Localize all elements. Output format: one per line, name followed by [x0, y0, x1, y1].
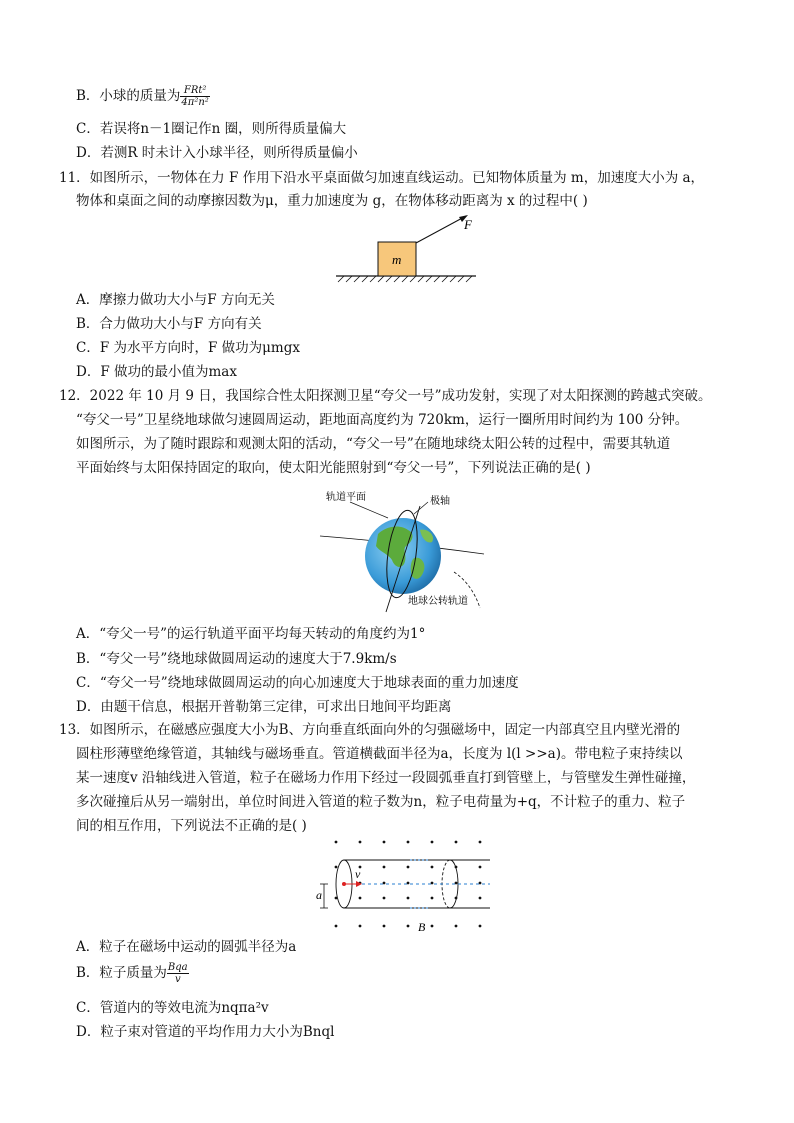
polar-axis-label: 极轴	[430, 496, 450, 507]
q13-stem-line5: 间的相互作用，下列说法不正确的是( )	[76, 818, 307, 834]
radius-label: a	[316, 888, 322, 902]
q12-figure	[316, 484, 486, 620]
force-arrow-line	[416, 216, 466, 243]
q12-stem-line2: “夸父一号”卫星绕地球做匀速圆周运动，距地面高度约为 720km，运行一圈所用时间约为 100 分钟。	[76, 412, 689, 428]
q12-stem-line1: 12．2022 年 10 月 9 日，我国综合性太阳探测卫星“夸父一号”成功发射，实现了对太阳探测的跨越式突破。	[59, 388, 712, 404]
q13-stem-line1: 13．如图所示，在磁感应强度大小为B、方向垂直纸面向外的匀强磁场中，固定一内部真空且内壁光滑的	[59, 722, 681, 738]
q13-option-d: D．粒子束对管道的平均作用力大小为Bnql	[76, 1024, 335, 1040]
earth-orbit-label: 地球公转轨道	[408, 596, 468, 607]
q10-option-b: B．小球的质量为 $\frac{\text{FRt²}}{\text{4π²n²}}$	[76, 85, 209, 108]
q12-option-b: B．“夸父一号”绕地球做圆周运动的速度大于7.9km/s	[76, 651, 397, 667]
q10-option-d: D．若测R 时未计入小球半径，则所得质量偏小	[76, 145, 358, 161]
q13-option-c: C．管道内的等效电流为nqπa²v	[76, 1000, 269, 1016]
q10-option-c: C．若误将n－1圈记作n 圈，则所得质量偏大	[76, 121, 347, 137]
orbit-plane-label: 轨道平面	[326, 492, 366, 503]
q13-option-b-fraction: $\frac{\text{Bqa}}{v}$	[167, 962, 188, 985]
force-label: F	[464, 217, 472, 232]
q11-stem-line1: 11．如图所示，一物体在力 F 作用下沿水平桌面做匀加速直线运动。已知物体质量为 m，加速度大小为 a，	[59, 170, 705, 186]
q13-stem-line3: 某一速度v 沿轴线进入管道，粒子在磁场力作用下经过一段圆弧垂直打到管壁上，与管壁发生弹性碰撞，	[76, 770, 696, 786]
q13-stem-line4: 多次碰撞后从另一端射出，单位时间进入管道的粒子数为n，粒子电荷量为+q，不计粒子的重力、粒子	[76, 794, 686, 810]
q11-option-d: D．F 做功的最小值为max	[76, 364, 237, 380]
q12-option-d: D．由题干信息，根据开普勒第三定律，可求出日地间平均距离	[76, 699, 452, 715]
field-label: B	[418, 920, 426, 934]
q10-option-b-fraction: $\frac{\text{FRt²}}{\text{4π²n²}}$	[181, 85, 209, 108]
q13-option-a: A．粒子在磁场中运动的圆弧半径为a	[76, 939, 297, 955]
q13-figure	[314, 838, 494, 934]
table-hatching	[338, 276, 472, 282]
q12-option-c: C．“夸父一号”绕地球做圆周运动的向心加速度大于地球表面的重力加速度	[76, 675, 519, 691]
q13-stem-line2: 圆柱形薄壁绝缘管道，其轴线与磁场垂直。管道横截面半径为a，长度为 l(l >>a)。带电粒子束持续以	[76, 746, 683, 762]
q12-stem-line3: 如图所示，为了随时跟踪和观测太阳的活动，“夸父一号”在随地球绕太阳公转的过程中，需要其轨道	[76, 436, 671, 452]
q12-option-a: A．“夸父一号”的运行轨道平面平均每天转动的角度约为1°	[76, 626, 426, 642]
q11-stem-line2: 物体和桌面之间的动摩擦因数为μ，重力加速度为 g，在物体移动距离为 x 的过程中( )	[76, 193, 588, 209]
block-mass-label: m	[392, 252, 402, 267]
q11-figure	[330, 212, 480, 287]
q12-stem-line4: 平面始终与太阳保持固定的取向，使太阳光能照射到“夸父一号”，下列说法正确的是( )	[76, 460, 591, 476]
q11-option-c: C．F 为水平方向时，F 做功为μmgx	[76, 340, 300, 356]
polar-axis-leader	[414, 502, 428, 514]
q11-option-b: B．合力做功大小与F 方向有关	[76, 316, 262, 332]
q11-option-a: A．摩擦力做功大小与F 方向无关	[76, 292, 275, 308]
q13-option-b: B．粒子质量为 $\frac{\text{Bqa}}{v}$	[76, 962, 188, 985]
velocity-label: v	[355, 867, 361, 881]
orbit-plane-leader	[350, 502, 388, 518]
